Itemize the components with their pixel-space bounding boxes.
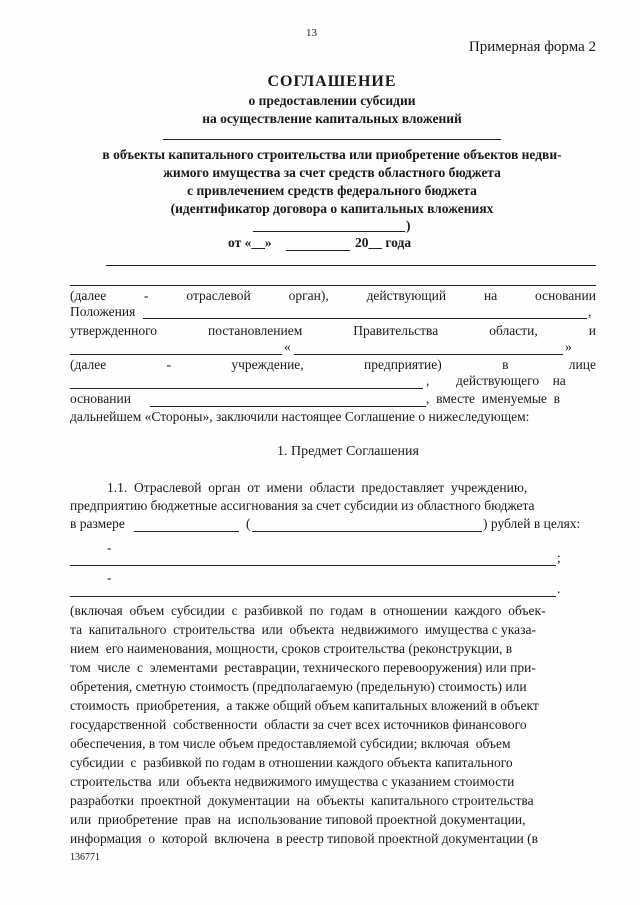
description-line: обеспечения, в том числе объем предоставляемой субсидии; включая объем (70, 736, 511, 751)
regulation-blank (143, 318, 587, 319)
purpose-period: . (557, 581, 561, 596)
description-line: или приобретение прав на использование типовой проектной документации, (70, 812, 526, 827)
representative-comma: , (426, 373, 430, 388)
word: (далее (70, 357, 107, 372)
section-heading: 1. Предмет Соглашения (277, 444, 419, 459)
word: лице (568, 357, 596, 372)
date-month-blank (286, 250, 350, 251)
purpose-semicolon: ; (557, 550, 561, 565)
subject-line-1: в объекты капитального строительства или приобретение объектов недви- (102, 147, 562, 162)
identifier-blank-line (253, 231, 405, 232)
amount-paren-open: ( (246, 516, 251, 531)
page-number: 13 (306, 27, 317, 39)
description-line: нием его наименования, мощности, сроков строительства (реконструкции, в (70, 641, 513, 656)
title-blank-line (163, 139, 501, 140)
word: Правительства (353, 323, 439, 338)
identifier-close-paren: ) (406, 218, 411, 233)
amount-words-blank (252, 531, 482, 532)
organ-name-blank-2 (70, 285, 596, 286)
purpose-blank-2 (70, 596, 556, 597)
word: на (483, 288, 498, 303)
clause-1-1-line-1: 1.1. Отраслевой орган от имени области предоставляет учреждению, (107, 480, 528, 495)
date-year: 20__ года (355, 235, 412, 250)
purpose-dash-2: - (107, 570, 112, 585)
word: отраслевой (186, 288, 251, 303)
representative-blank (70, 388, 423, 389)
together-label: , вместе именуемые в (426, 391, 561, 406)
subject-line-3: с привлечением средств федерального бюджета (187, 183, 477, 198)
document-code: 136771 (70, 852, 100, 863)
description-line: строительства или объекта недвижимого имущества с указанием стоимости (70, 774, 515, 789)
institution-close-quote: » (565, 339, 572, 354)
word: постановлением (208, 323, 303, 338)
regulation-comma: , (588, 304, 592, 319)
document-title: СОГЛАШЕНИЕ (267, 73, 397, 90)
description-line: государственной собственности области за счет всех источников финансового (70, 717, 527, 732)
word: области, (489, 323, 538, 338)
amount-suffix: ) рублей в целях: (483, 516, 581, 531)
description-line: (включая объем субсидии с разбивкой по годам в отношении каждого объек- (70, 603, 546, 618)
purpose-dash-1: - (107, 540, 112, 555)
word: в (502, 357, 509, 372)
parties-row-5 (70, 357, 596, 373)
word: утвержденного (70, 323, 158, 338)
description-line: та капитального строительства или объекта недвижимого имущества с указа- (70, 622, 536, 637)
word: предприятие) (364, 357, 442, 372)
description-line: том числе с элементами реставрации, технического перевооружения) или при- (70, 660, 536, 675)
word: (далее (70, 288, 107, 303)
sample-form-label: Примерная форма 2 (468, 39, 596, 55)
subject-line-4: (идентификатор договора о капитальных вложениях (170, 201, 494, 216)
word: - (166, 357, 172, 372)
parties-row-1 (70, 288, 596, 304)
subject-line-2: жимого имущества за счет средств областного бюджета (163, 165, 501, 180)
institution-name-blank (294, 354, 563, 355)
regulation-label: Положения (70, 304, 136, 319)
parties-row-3 (70, 323, 596, 339)
title-line-2: о предоставлении субсидии (248, 93, 416, 108)
description-line: стоимость приобретения, а также общий объем капитальных вложений в объект (70, 698, 539, 713)
amount-label: в размере (70, 516, 125, 531)
amount-number-blank (134, 531, 239, 532)
description-line: разработки проектной документации на объекты капитального строительства (70, 793, 534, 808)
description-line: обретения, сметную стоимость (предполагаемую (предельную) стоимость) или (70, 679, 527, 694)
parties-row-8: дальнейшем «Стороны», заключили настоящее Соглашение о нижеследующем: (70, 409, 530, 424)
word: действующий (366, 288, 447, 303)
word: орган), (288, 288, 329, 303)
word: основании (535, 288, 596, 303)
institution-open-quote: « (284, 339, 291, 354)
basis-blank (150, 406, 426, 407)
institution-type-blank (70, 354, 282, 355)
organ-name-blank (106, 265, 596, 266)
description-line: информация о которой включена в реестр типовой проектной документации (в (70, 831, 538, 846)
word: учреждение, (231, 357, 304, 372)
date-day-month: от «__» (228, 235, 272, 250)
word: - (144, 288, 149, 303)
purpose-blank-1 (70, 565, 556, 566)
title-line-3: на осуществление капитальных вложений (202, 111, 462, 126)
word: и (588, 323, 596, 338)
clause-1-1-line-2: предприятию бюджетные ассигнования за счет субсидии из областного бюджета (70, 498, 535, 513)
description-line: субсидии с разбивкой по годам в отношении каждого объекта капитального (70, 755, 513, 770)
acting-label: действующего на (456, 373, 566, 388)
basis-label: основании (70, 391, 131, 406)
